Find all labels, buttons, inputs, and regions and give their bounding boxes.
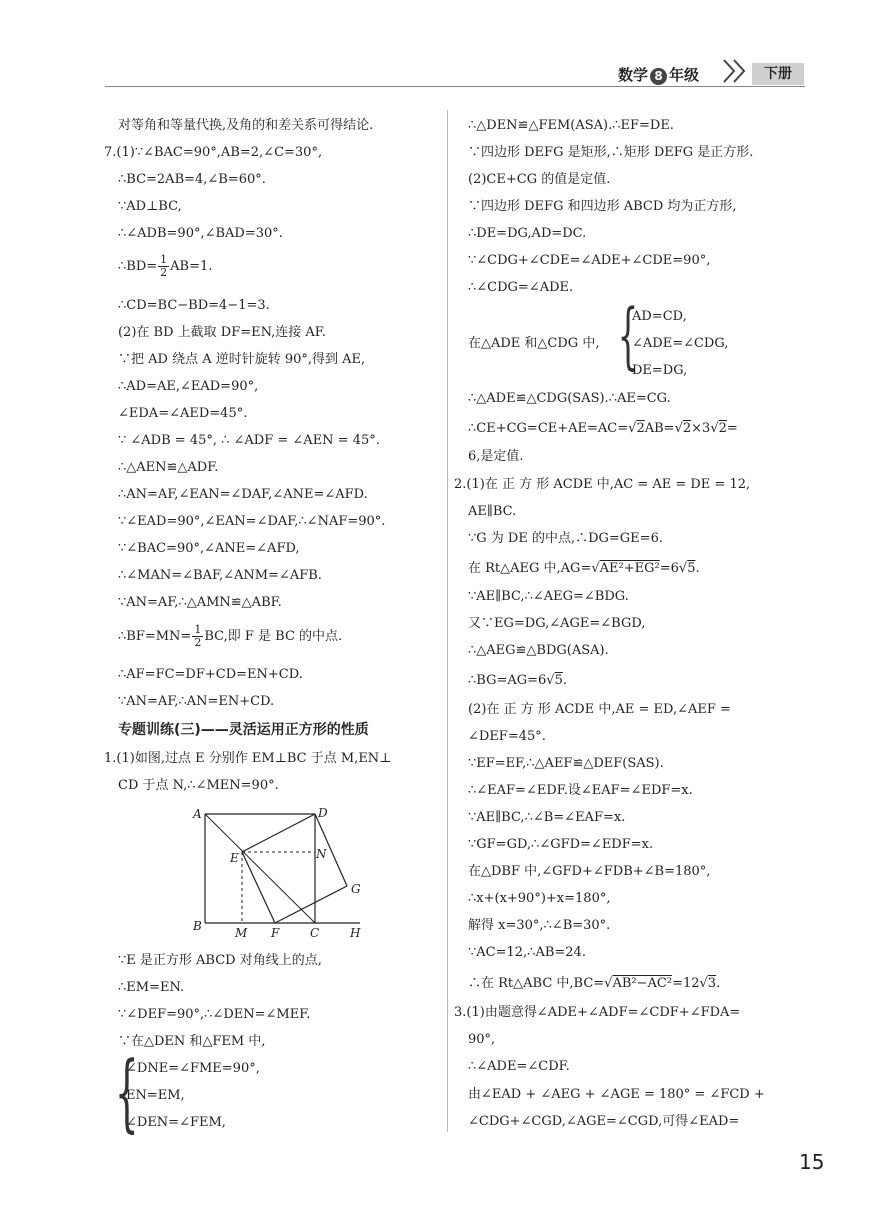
text-line	[468, 672, 567, 690]
segment-ED	[242, 814, 315, 852]
text-line: ∴△DEN≌△FEM(ASA).∴EF=DE.	[468, 118, 674, 133]
text-line	[118, 254, 212, 279]
text-line: ∴∠ADE=∠CDF.	[468, 1059, 570, 1074]
sqrt-radicand: AB²−AC²	[612, 976, 673, 991]
text-line: 90°,	[468, 1032, 496, 1047]
text-line: ∵AD⊥BC,	[118, 199, 182, 214]
header-grade-label: 年级	[669, 66, 700, 84]
text-line: ∵把 AD 绕点 A 逆时针旋转 90°,得到 AE,	[118, 352, 366, 367]
header-subject-grade	[618, 64, 699, 85]
diagonal-AC	[205, 814, 315, 923]
page-number: 15	[799, 1150, 825, 1174]
text-line: ∴AF=FC=DF+CD=EN+CD.	[118, 667, 303, 682]
text-line: ∠DEF=45°.	[468, 729, 546, 744]
text-line: ∠ADE=∠CDG,	[632, 336, 729, 351]
sqrt-sign: √	[678, 561, 688, 576]
fraction-denominator: 2	[194, 636, 202, 649]
text-fragment: 在 Rt△AEG 中,AG=	[468, 561, 592, 576]
text-line: ∴∠CDG=∠ADE.	[468, 280, 574, 295]
text-line: ∵AC=12,∴AB=24.	[468, 945, 586, 960]
fraction-numerator: 1	[160, 253, 168, 266]
text-line: ∴∠ADB=90°,∠BAD=30°.	[118, 226, 283, 241]
sqrt-radicand: 2	[636, 421, 645, 436]
label-H: H	[350, 926, 361, 940]
label-C: C	[310, 926, 320, 940]
text-line: ∴DE=DG,AD=DC.	[468, 226, 587, 241]
text-fragment: ×3	[691, 421, 711, 436]
label-F: F	[271, 926, 280, 940]
text-line: ∵四边形 DEFG 是矩形,∴矩形 DEFG 是正方形.	[468, 145, 754, 160]
text-line: ∠CDG+∠CGD,∠AGE=∠CGD,可得∠EAD=	[468, 1114, 740, 1129]
text-line: ∵在△DEN 和△FEM 中,	[118, 1034, 266, 1049]
text-line: ∵AE∥BC,∴∠AEG=∠BDG.	[468, 589, 629, 604]
geometry-figure	[185, 800, 375, 945]
sqrt-radicand: 5	[554, 673, 563, 688]
text-line: ∵E 是正方形 ABCD 对角线上的点,	[118, 953, 322, 968]
sqrt-sign: √	[674, 421, 683, 436]
sqrt-radicand: 5	[687, 561, 696, 576]
text-line: ∴△AEN≌△ADF.	[118, 460, 219, 475]
text-fragment: .	[716, 976, 721, 991]
text-fragment: .	[695, 561, 700, 576]
fraction-numerator: 1	[194, 623, 202, 636]
text-fragment: ∴BG=AG=6	[468, 673, 547, 688]
text-line: ∵ ∠ADB = 45°, ∴ ∠ADF = ∠AEN = 45°.	[118, 433, 380, 448]
text-line: ∴CD=BC−BD=4−1=3.	[118, 298, 270, 313]
text-line: 又∵EG=DG,∠AGE=∠BGD,	[468, 616, 646, 631]
sqrt-radicand: 3	[707, 976, 717, 991]
text-line: AE∥BC.	[468, 504, 517, 519]
text-line: 7.(1)∵∠BAC=90°,AB=2,∠C=30°,	[104, 145, 323, 160]
text-line: ∴AD=AE,∠EAD=90°,	[118, 379, 259, 394]
segment-FG	[275, 886, 347, 923]
text-fragment: AB=	[644, 421, 675, 436]
text-line: AD=CD,	[632, 309, 687, 324]
text-line: EN=EM,	[126, 1088, 185, 1103]
text-fragment: AB=1.	[170, 259, 213, 274]
text-line: ∠DEN=∠FEM,	[126, 1115, 226, 1130]
text-line: ∴BC=2AB=4,∠B=60°.	[118, 172, 266, 187]
label-N: N	[316, 847, 327, 861]
fraction	[192, 624, 203, 649]
label-M: M	[235, 926, 248, 940]
text-fragment: ∴BD=	[118, 259, 158, 274]
text-line	[468, 420, 738, 438]
text-line: 解得 x=30°,∴∠B=30°.	[468, 918, 611, 933]
text-line: ∵四边形 DEFG 和四边形 ABCD 均为正方形,	[468, 199, 737, 214]
fraction-denominator: 2	[160, 266, 168, 279]
text-line: 6,是定值.	[468, 449, 524, 464]
segment-EF	[242, 852, 275, 923]
text-line: ∴EM=EN.	[118, 980, 185, 995]
text-line	[468, 560, 700, 578]
text-line: 由∠EAD + ∠AEG + ∠AGE = 180° = ∠FCD +	[468, 1087, 765, 1102]
text-line: 1.(1)如图,过点 E 分别作 EM⊥BC 于点 M,EN⊥	[104, 751, 392, 766]
text-line: ∵∠EAD=90°,∠EAN=∠DAF,∴∠NAF=90°.	[118, 514, 386, 529]
text-line: (2)在 BD 上截取 DF=EN,连接 AF.	[118, 325, 326, 340]
text-fragment: ∴在 Rt△ABC 中,BC=	[468, 976, 605, 991]
text-line: ∵∠CDG+∠CDE=∠ADE+∠CDE=90°,	[468, 253, 711, 268]
sqrt-sign: √	[546, 673, 555, 688]
text-line: ∵AN=AF,∴△AMN≌△ABF.	[118, 595, 282, 610]
text-line: ∵∠DEF=90°,∴∠DEN=∠MEF.	[118, 1007, 311, 1022]
text-fragment: BC,即 F 是 BC 的中点.	[204, 629, 343, 644]
column-divider	[447, 110, 448, 1132]
text-line: ∴△ADE≌△CDG(SAS).∴AE=CG.	[468, 391, 671, 406]
text-line: ∴△AEG≌△BDG(ASA).	[468, 643, 609, 658]
label-D: D	[318, 806, 328, 820]
text-line: DE=DG,	[632, 363, 688, 378]
text-fragment: =12	[672, 976, 700, 991]
text-line: (2)CE+CG 的值是定值.	[468, 172, 611, 187]
text-line: ∠DNE=∠FME=90°,	[126, 1061, 260, 1076]
text-line: ∵AN=AF,∴AN=EN+CD.	[118, 694, 275, 709]
header-subject: 数学	[618, 66, 649, 84]
label-B: B	[193, 919, 202, 933]
text-line: ∴AN=AF,∠EAN=∠DAF,∠ANE=∠AFD.	[118, 487, 368, 502]
volume-tab: 下册	[752, 63, 804, 85]
text-line: ∵G 为 DE 的中点,∴DG=GE=6.	[468, 531, 663, 546]
text-fragment: .	[562, 673, 567, 688]
text-line: ∵AE∥BC,∴∠B=∠EAF=x.	[468, 810, 626, 825]
label-A: A	[193, 807, 202, 821]
text-fragment: ∴CE+CG=CE+AE=AC=	[468, 421, 629, 436]
text-line: (2)在 正 方 形 ACDE 中,AE = ED,∠AEF =	[468, 702, 731, 717]
header-rule	[105, 86, 805, 87]
text-line: ∴∠MAN=∠BAF,∠ANM=∠AFB.	[118, 568, 322, 583]
sqrt-radicand: 2	[682, 421, 692, 436]
text-fragment: =	[726, 421, 738, 436]
chevron-double-right-icon	[722, 56, 752, 86]
section-title: 专题训练(三)——灵活运用正方形的性质	[118, 722, 369, 738]
sqrt-sign: √	[628, 421, 637, 436]
sqrt-radicand: AE²+EG²	[599, 561, 660, 576]
text-fragment: ∴BF=MN=	[118, 629, 192, 644]
sqrt-sign: √	[710, 421, 719, 436]
text-line: 对等角和等量代换,及角的和差关系可得结论.	[118, 118, 374, 133]
text-line: ∵EF=EF,∴△AEF≌△DEF(SAS).	[468, 756, 664, 771]
text-line: 在△DBF 中,∠GFD+∠FDB+∠B=180°,	[468, 864, 711, 879]
label-E: E	[230, 851, 239, 865]
text-line: ∵∠BAC=90°,∠ANE=∠AFD,	[118, 541, 300, 556]
text-line: ∴∠EAF=∠EDF.设∠EAF=∠EDF=x.	[468, 783, 693, 798]
text-line	[468, 975, 720, 993]
text-line: 2.(1)在 正 方 形 ACDE 中,AC = AE = DE = 12,	[454, 477, 751, 492]
text-line: ∵GF=GD,∴∠GFD=∠EDF=x.	[468, 837, 654, 852]
sqrt-sign: √	[699, 976, 708, 991]
left-brace: {	[114, 1043, 139, 1141]
text-line: 3.(1)由题意得∠ADE+∠ADF=∠CDF+∠FDA=	[454, 1005, 741, 1020]
text-line: ∠EDA=∠AED=45°.	[118, 406, 248, 421]
sqrt-radicand: 2	[718, 421, 727, 436]
sqrt-sign: √	[591, 561, 600, 576]
text-line: ∴x+(x+90°)+x=180°,	[468, 891, 611, 906]
text-line: 在△ADE 和△CDG 中,	[468, 336, 600, 351]
sqrt-sign: √	[604, 976, 613, 991]
grade-badge: 8	[650, 68, 667, 85]
label-G: G	[351, 882, 361, 896]
text-line	[118, 624, 342, 649]
text-fragment: =6	[659, 561, 679, 576]
fraction	[158, 254, 169, 279]
left-brace: {	[617, 293, 639, 377]
text-line: CD 于点 N,∴∠MEN=90°.	[118, 778, 279, 793]
